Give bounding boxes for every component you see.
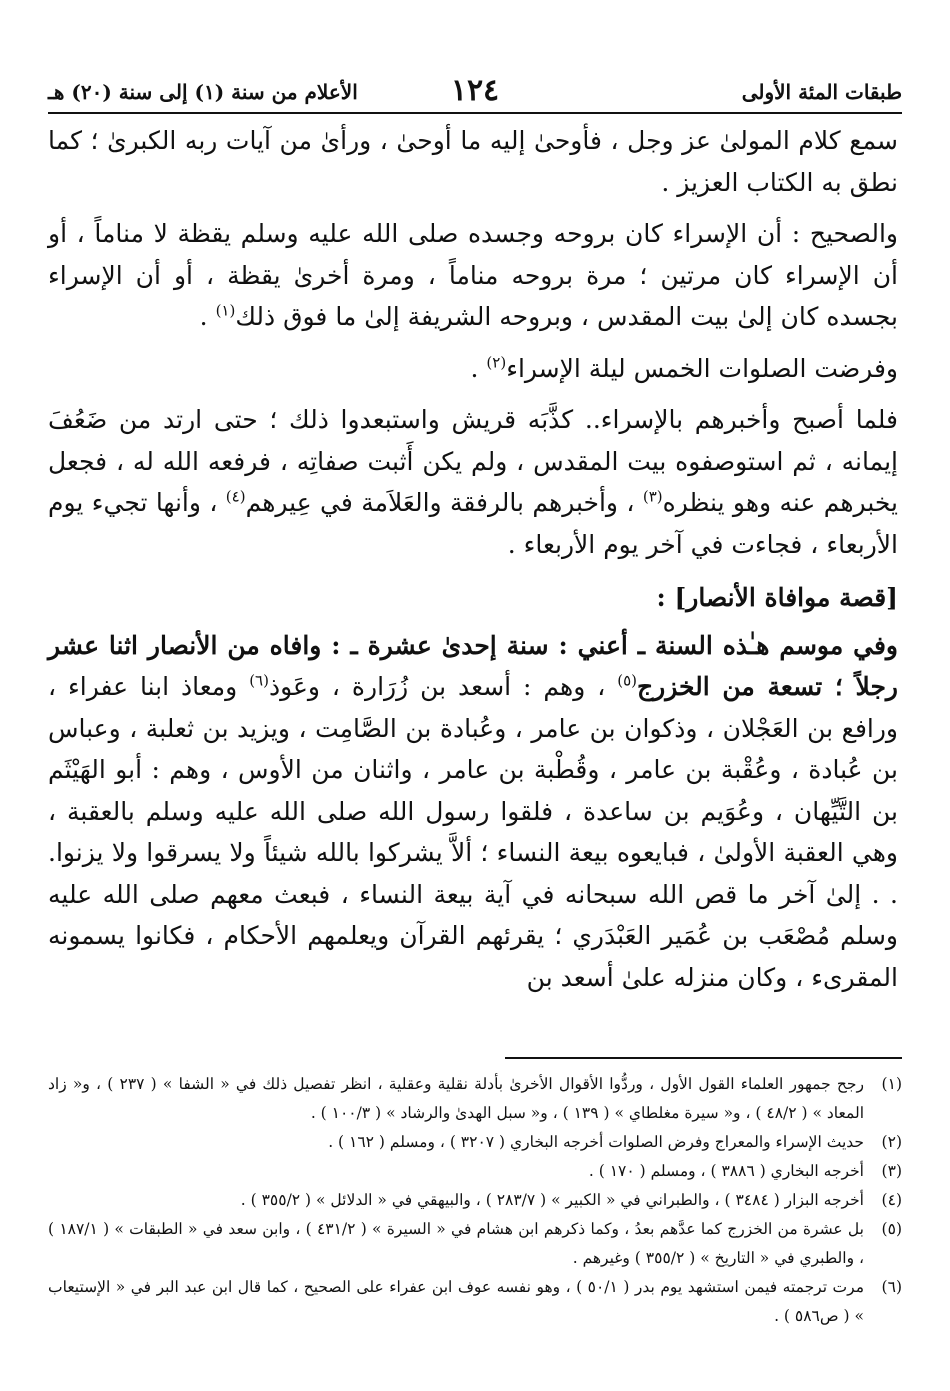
footnote-3: [48, 1157, 902, 1186]
running-head: [48, 72, 902, 114]
footnote-number: (٦): [881, 1278, 902, 1296]
footnote-ref-1[interactable]: (١): [215, 301, 236, 320]
footnote-number: (٢): [881, 1133, 902, 1151]
paragraph-1: [48, 120, 898, 203]
paragraph-1-text: سمع كلام المولىٰ عز وجل ، فأوحىٰ إليه ما أوحىٰ ، ورأىٰ من آيات ربه الكبرىٰ ؛ كما نطق به الكتاب العزيز .: [48, 126, 898, 197]
footnote-ref-5[interactable]: (٥): [617, 671, 637, 690]
paragraph-2: [48, 213, 898, 338]
footnote-4: [48, 1186, 902, 1215]
footnote-text: أخرجه البخاري ( ٣٨٨٦ ) ، ومسلم ( ١٧٠ ) .: [588, 1162, 864, 1180]
paragraph-4-text-a: فلما أصبح وأخبرهم بالإسراء.. كذَّبَه قريش واستبعدوا ذلك ؛ حتى ارتد من ضَعُفَ إيمانه ، ثم استوصفوه بيت المقدس ، ولم يكن أَثبت صفاتِه ، فرفعه الله له ، فجعل يخبرهم عنه وهو ينظره: [48, 405, 898, 517]
paragraph-2-end: .: [199, 302, 216, 331]
footnote-number: (١): [881, 1075, 902, 1093]
section-title: الأعلام من سنة (١) إلى سنة (٢٠) هـ: [48, 80, 358, 104]
paragraph-4-text-b: ، وأخبرهم بالرفقة والعَلاَمة في عِيرهم: [245, 488, 643, 517]
paragraph-5-text-c: ومعاذ ابنا عفراء ، ورافع بن العَجْلان ، وذكوان بن عامر ، وعُبادة بن الصَّامِت ، ويزيد بن ثعلبة ، وعباس بن عُبادة ، وعُقْبة بن عامر ، وقُطْبة بن عامر ، واثنان من الأوس ، وهم : أبو الهَيْثَم بن التَّيِّهان ، وعُوَيم بن ساعدة ، فلقوا رسول الله صلى الله عليه وسلم بالعقبة ، وهي العقبة الأولىٰ ، فبايعوه بيعة النساء ؛ ألاَّ يشركوا بالله شيئاً ولا يسرقوا ولا يزنوا. . . إلىٰ آخر ما قص الله سبحانه في آية بيعة النساء ، فبعث معهم صلى الله عليه وسلم مُصْعَب بن عُمَير العَبْدَري ؛ يقرئهم القرآن ويعلمهم الأحكام ، فكانوا يسمونه المقرىء ، وكان منزله علىٰ أسعد بن: [48, 672, 898, 992]
page-number: ١٢٤: [450, 73, 500, 108]
book-title: طبقات المئة الأولى: [741, 80, 902, 104]
paragraph-3-text: وفرضت الصلوات الخمس ليلة الإسراء: [506, 353, 898, 383]
main-text: [48, 120, 898, 998]
footnote-ref-6[interactable]: (٦): [249, 671, 269, 690]
footnote-number: (٤): [881, 1191, 902, 1209]
footnote-divider: [505, 1057, 902, 1059]
paragraph-4: [48, 399, 898, 565]
footnote-ref-4[interactable]: (٤): [225, 487, 246, 506]
paragraph-5: [48, 625, 898, 999]
paragraph-3: [48, 348, 898, 390]
footnote-number: (٣): [881, 1162, 902, 1180]
paragraph-2-text: والصحيح : أن الإسراء كان بروحه وجسده صلى الله عليه وسلم يقظة لا مناماً ، أو أن الإسراء كان مرتين ؛ مرة بروحه مناماً ، ومرة أخرىٰ يقظة ، أو أن الإسراء بجسده كان إلىٰ بيت المقدس ، وبروحه الشريفة إلىٰ ما فوق ذلك: [48, 219, 898, 331]
footnote-6: [48, 1273, 902, 1331]
footnote-text: رجح جمهور العلماء القول الأول ، وردُّوا الأقوال الأخرىٰ بأدلة نقلية وعقلية ، انظر تفصيل ذلك في « الشفا » ( ٢٣٧ ) ، و« زاد المعاد » ( ٤٨/٢ ) ، و« سيرة مغلطاي » ( ١٣٩ ) ، و« سبل الهدىٰ والرشاد » ( ١٠٠/٣ ) .: [48, 1075, 864, 1122]
footnote-2: [48, 1128, 902, 1157]
footnote-text: حديث الإسراء والمعراج وفرض الصلوات أخرجه البخاري ( ٣٢٠٧ ) ، ومسلم ( ١٦٢ ) .: [328, 1133, 864, 1151]
footnote-number: (٥): [881, 1220, 902, 1238]
footnote-text: مرت ترجمته فيمن استشهد يوم بدر ( ٥٠/١ ) ، وهو نفسه عوف ابن عفراء على الصحيح ، كما قال ابن عبد البر في « الإستيعاب » ( ص٥٨٦ ) .: [48, 1278, 864, 1325]
footnote-1: [48, 1070, 902, 1128]
footnote-ref-3[interactable]: (٣): [642, 487, 663, 506]
paragraph-5-lead: وفي موسم هـٰذه السنة ـ أعني : سنة إحدىٰ عشرة ـ : وافاه من الأنصار اثنا عشر رجلاً ؛ تسعة من الخزرج: [48, 630, 898, 701]
footnotes: [48, 1070, 902, 1331]
paragraph-5-text-b: ، وهم : أسعد بن زُرَارة ، وعَوذ: [268, 672, 618, 701]
footnote-text: بل عشرة من الخزرج كما عدَّهم بعدُ ، وكما ذكرهم ابن هشام في « السيرة » ( ٤٣١/٢ ) ، وابن سعد في « الطبقات » ( ١٨٧/١ ) ، والطبري في « التاريخ » ( ٣٥٥/٢ ) وغيرهم .: [48, 1220, 864, 1267]
section-heading: [قصة موافاة الأنصار] :: [656, 583, 898, 612]
footnote-ref-2[interactable]: (٢): [486, 353, 507, 372]
footnote-text: أخرجه البزار ( ٣٤٨٤ ) ، والطبراني في « الكبير » ( ٢٨٣/٧ ) ، والبيهقي في « الدلائل » ( ٣٥٥/٢ ) .: [240, 1191, 864, 1209]
paragraph-4-text-c: ، وأنها تجيء يوم الأربعاء ، فجاءت في آخر يوم الأربعاء .: [48, 488, 898, 559]
footnote-5: [48, 1215, 902, 1273]
paragraph-3-end: .: [470, 353, 487, 383]
